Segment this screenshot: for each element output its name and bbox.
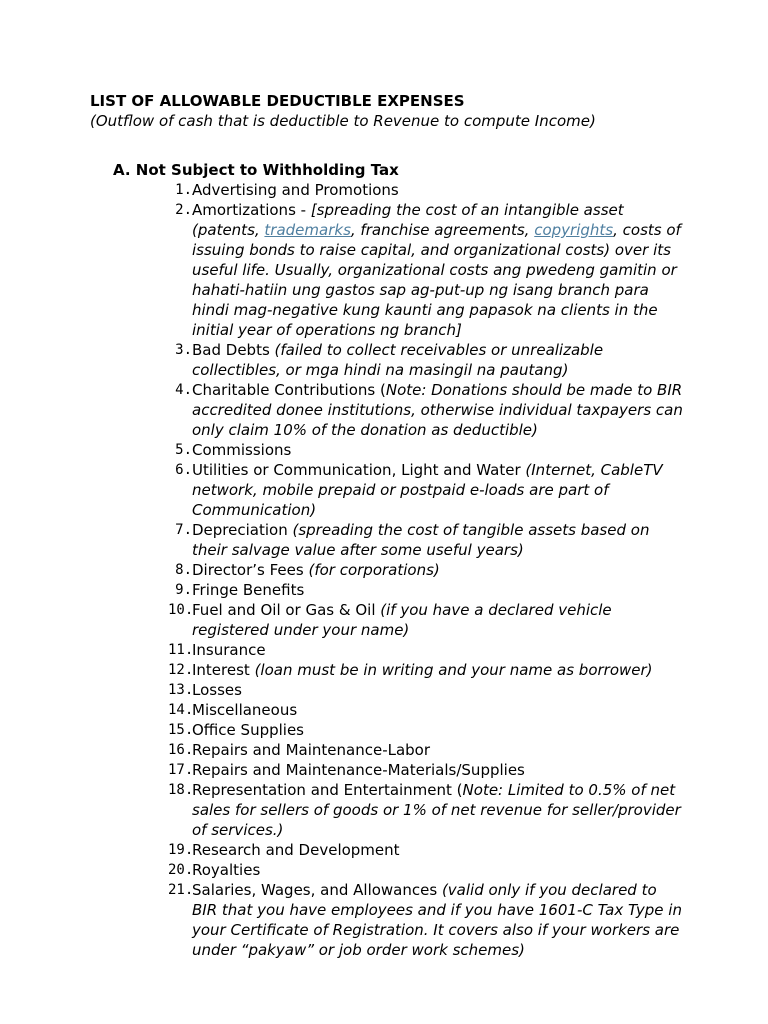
list-item	[155, 600, 685, 640]
item-label: Repairs and Maintenance-Materials/Supplies	[192, 761, 525, 779]
list-item-number-label: 4.	[175, 382, 192, 398]
list-item-text	[192, 700, 685, 720]
list-item	[155, 380, 685, 440]
list-item-number-label: 18.	[168, 782, 194, 798]
list-item-text	[192, 440, 685, 460]
list-item-text	[192, 380, 685, 440]
list-item-number-label: 21.	[168, 882, 194, 898]
list-item	[155, 440, 685, 460]
list-item-number-label: 5.	[175, 442, 192, 458]
expense-list	[155, 180, 685, 960]
item-label: Director’s Fees	[192, 561, 309, 579]
list-item-number	[155, 460, 192, 520]
list-item-number	[155, 760, 192, 780]
item-label: Fringe Benefits	[192, 581, 305, 599]
list-item-number	[155, 600, 192, 640]
item-note: , costs of issuing bonds to raise capital, and organizational costs) over its useful life. Usually, organizational costs ang pwedeng gamitin or hahati-hatiin ung gastos sap ag-put-up ng isang branch para hindi mag-negative kung kaunti ang papasok na clients in the initial year of operations ng branch]	[192, 221, 681, 339]
item-note: Note: Donations should be made to BIR accredited donee institutions, otherwise individual taxpayers can only claim 10% of the donation as deductible)	[192, 381, 683, 439]
list-item-number	[155, 640, 192, 660]
list-item-text	[192, 560, 685, 580]
item-note: (Internet, CableTV network, mobile prepaid or postpaid e-loads are part of Communication)	[192, 461, 663, 519]
list-item-number	[155, 860, 192, 880]
list-item-number	[155, 200, 192, 340]
list-item-text	[192, 720, 685, 740]
list-item-number	[155, 520, 192, 560]
item-label: Royalties	[192, 861, 261, 879]
item-label: Research and Development	[192, 841, 400, 859]
list-item	[155, 880, 685, 960]
item-label: Bad Debts	[192, 341, 275, 359]
item-note: [spreading the cost of an intangible asset (patents,	[192, 201, 624, 239]
item-label: Miscellaneous	[192, 701, 298, 719]
list-item	[155, 780, 685, 840]
list-item-number	[155, 440, 192, 460]
document-title: LIST OF ALLOWABLE DEDUCTIBLE EXPENSES	[90, 92, 465, 110]
item-label: Amortizations -	[192, 201, 311, 219]
list-item-number-label: 3.	[175, 342, 192, 358]
item-note: Note: Limited to 0.5% of net sales for sellers of goods or 1% of net revenue for seller/provider of services.)	[192, 781, 681, 839]
list-item-text	[192, 460, 685, 520]
list-item-number	[155, 840, 192, 860]
list-item-text	[192, 840, 685, 860]
list-item	[155, 660, 685, 680]
list-item-number-label: 13.	[168, 682, 194, 698]
list-item-number	[155, 660, 192, 680]
list-item-number	[155, 180, 192, 200]
list-item-text	[192, 760, 685, 780]
list-item-text	[192, 680, 685, 700]
list-item	[155, 760, 685, 780]
item-label: Interest	[192, 661, 255, 679]
item-note: (loan must be in writing and your name as borrower)	[254, 661, 653, 679]
list-item	[155, 640, 685, 660]
list-item-number	[155, 580, 192, 600]
item-note: (spreading the cost of tangible assets based on their salvage value after some useful years)	[192, 521, 650, 559]
list-item-number-label: 12.	[168, 662, 194, 678]
item-label: Insurance	[192, 641, 266, 659]
list-item	[155, 580, 685, 600]
list-item	[155, 840, 685, 860]
list-item-number	[155, 880, 192, 960]
list-item	[155, 460, 685, 520]
list-item-text	[192, 580, 685, 600]
list-item-number	[155, 780, 192, 840]
list-item-number-label: 1.	[175, 182, 192, 198]
list-item-text	[192, 340, 685, 380]
list-item-number-label: 9.	[175, 582, 192, 598]
list-item-text	[192, 880, 685, 960]
list-item-number-label: 14.	[168, 702, 194, 718]
list-item	[155, 680, 685, 700]
list-item-number-label: 20.	[168, 862, 194, 878]
list-item-number	[155, 680, 192, 700]
list-item-text	[192, 860, 685, 880]
document-subtitle: (Outflow of cash that is deductible to Revenue to compute Income)	[90, 112, 596, 130]
list-item-text	[192, 520, 685, 560]
item-note: , franchise agreements,	[350, 221, 535, 239]
item-label: Charitable Contributions (	[192, 381, 386, 399]
item-label: Depreciation	[192, 521, 293, 539]
list-item-number	[155, 560, 192, 580]
hyperlink[interactable]: trademarks	[264, 221, 351, 239]
list-item	[155, 700, 685, 720]
item-label: Salaries, Wages, and Allowances	[192, 881, 442, 899]
list-item-text	[192, 200, 685, 340]
hyperlink[interactable]: copyrights	[534, 221, 614, 239]
item-note: (valid only if you declared to BIR that you have employees and if you have 1601-C Tax Type in your Certificate of Registration. It covers also if your workers are under “pakyaw” or job order work schemes)	[192, 881, 682, 959]
list-item-text	[192, 180, 685, 200]
list-item-number	[155, 340, 192, 380]
list-item-number-label: 10.	[168, 602, 194, 618]
list-item-number	[155, 740, 192, 760]
list-item-number-label: 16.	[168, 742, 194, 758]
list-item-text	[192, 600, 685, 640]
list-item-text	[192, 660, 685, 680]
item-label: Losses	[192, 681, 242, 699]
list-item	[155, 520, 685, 560]
list-item-number	[155, 380, 192, 440]
item-label: Fuel and Oil or Gas & Oil	[192, 601, 381, 619]
list-item-number-label: 19.	[168, 842, 194, 858]
list-item-number-label: 17.	[168, 762, 194, 778]
item-note: (if you have a declared vehicle registered under your name)	[192, 601, 612, 639]
list-item	[155, 560, 685, 580]
item-label: Repairs and Maintenance-Labor	[192, 741, 431, 759]
list-item-text	[192, 740, 685, 760]
list-item-text	[192, 640, 685, 660]
list-item-number-label: 8.	[175, 562, 192, 578]
list-item-number	[155, 700, 192, 720]
list-item-number-label: 11.	[168, 642, 194, 658]
list-item-number-label: 15.	[168, 722, 194, 738]
item-label: Utilities or Communication, Light and Water	[192, 461, 526, 479]
list-item	[155, 200, 685, 340]
item-label: Commissions	[192, 441, 292, 459]
list-item-number-label: 7.	[175, 522, 192, 538]
list-item-number-label: 6.	[175, 462, 192, 478]
item-note: (failed to collect receivables or unrealizable collectibles, or mga hindi na masingil na pautang)	[192, 341, 604, 379]
list-item	[155, 180, 685, 200]
list-item-text	[192, 780, 685, 840]
item-label: Advertising and Promotions	[192, 181, 399, 199]
item-label: Office Supplies	[192, 721, 305, 739]
item-note: (for corporations)	[308, 561, 440, 579]
list-item-number-label: 2.	[175, 202, 192, 218]
list-item	[155, 340, 685, 380]
list-item	[155, 740, 685, 760]
list-item	[155, 720, 685, 740]
item-label: Representation and Entertainment (	[192, 781, 463, 799]
section-heading-a: A. Not Subject to Withholding Tax	[113, 161, 399, 179]
list-item	[155, 860, 685, 880]
list-item-number	[155, 720, 192, 740]
